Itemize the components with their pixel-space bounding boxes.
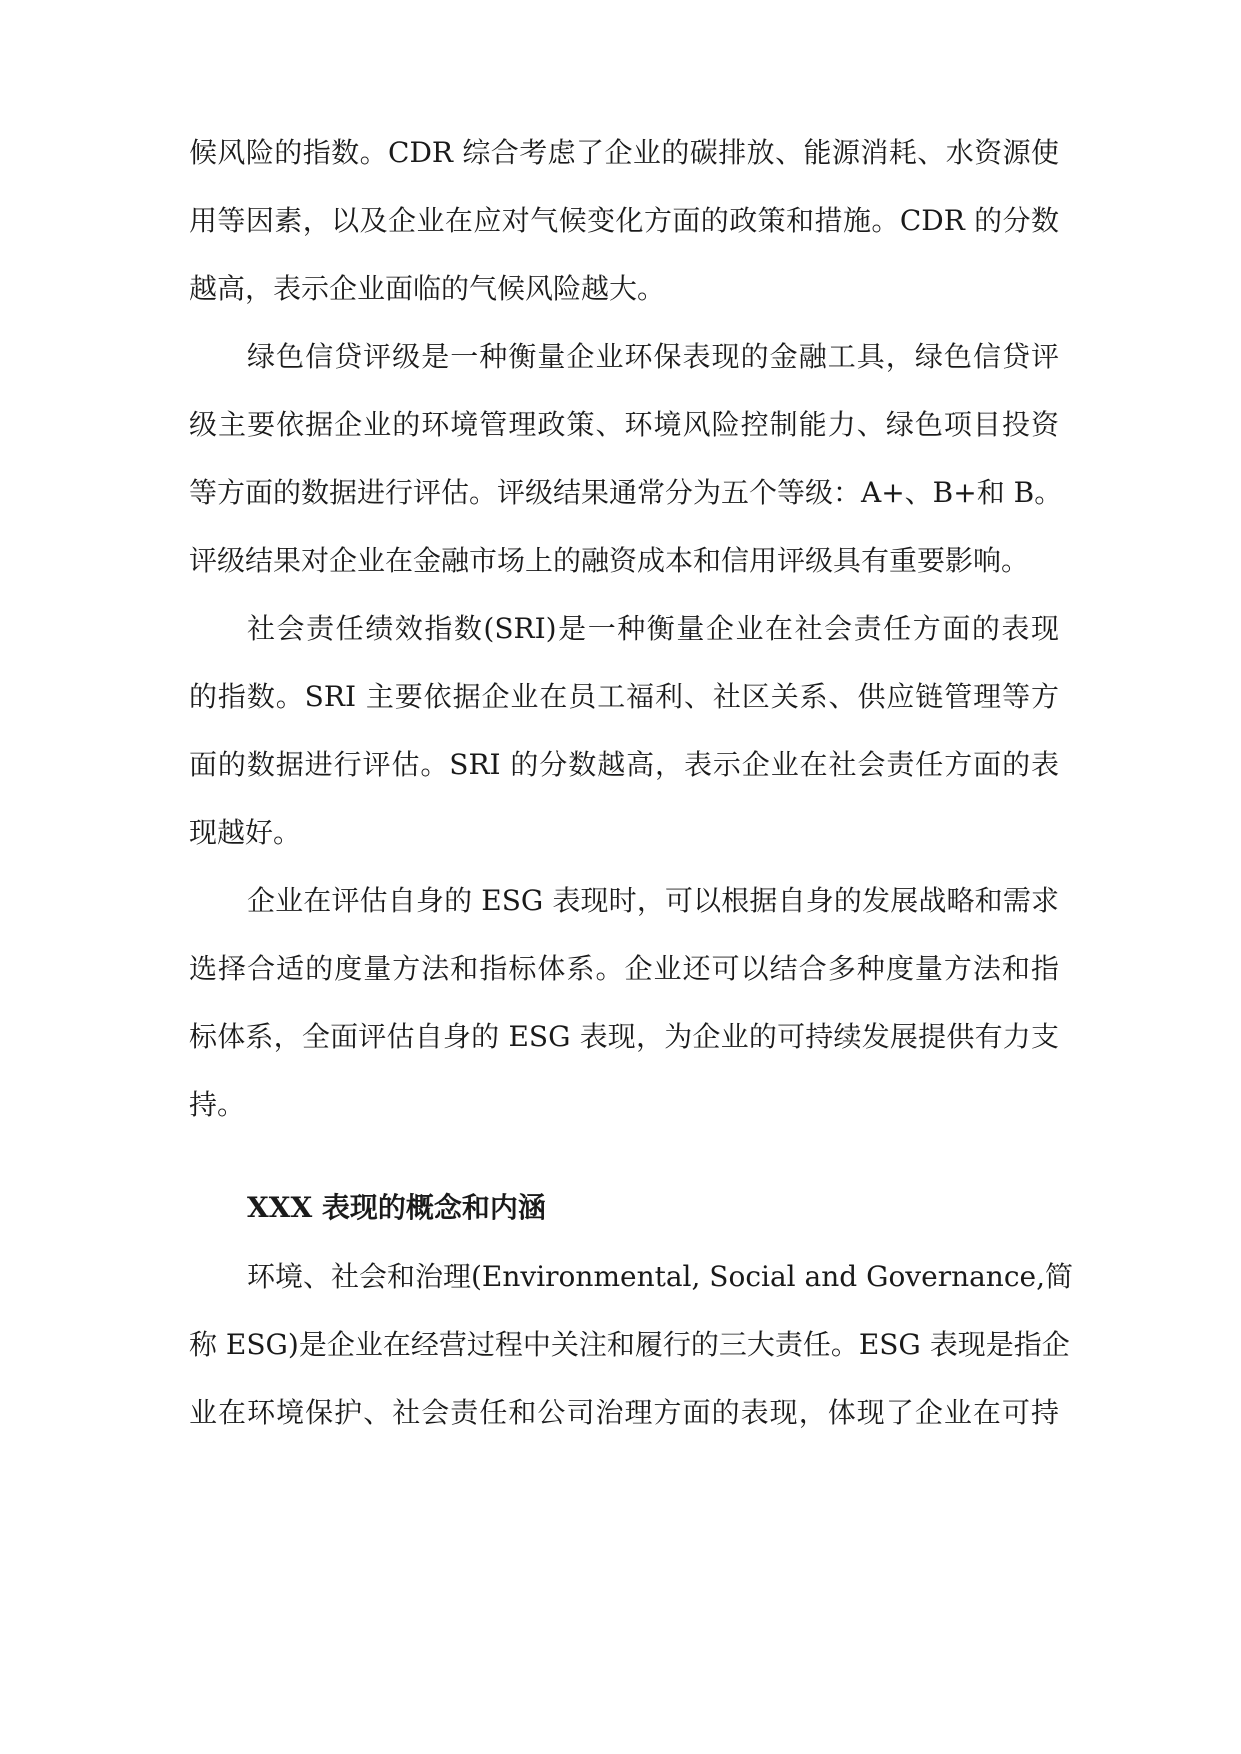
paragraph-4-line-4: 持。 [189, 1088, 246, 1121]
paragraph-5-line-2: 称 ESG)是企业在经营过程中关注和履行的三大责任。ESG 表现是指企 [189, 1328, 1070, 1361]
paragraph-5-line-3: 业在环境保护、社会责任和公司治理方面的表现，体现了企业在可持 [189, 1396, 1059, 1429]
paragraph-3-line-4: 现越好。 [189, 816, 302, 849]
paragraph-4-line-1: 企业在评估自身的 ESG 表现时，可以根据自身的发展战略和需求 [247, 884, 1059, 917]
paragraph-1-line-2: 用等因素，以及企业在应对气候变化方面的政策和措施。CDR 的分数 [189, 204, 1059, 237]
paragraph-2-line-2: 级主要依据企业的环境管理政策、环境风险控制能力、绿色项目投资 [189, 408, 1059, 441]
paragraph-2-line-4: 评级结果对企业在金融市场上的融资成本和信用评级具有重要影响。 [189, 544, 1030, 577]
paragraph-3-line-2: 的指数。SRI 主要依据企业在员工福利、社区关系、供应链管理等方 [189, 680, 1059, 713]
paragraph-3-line-1: 社会责任绩效指数(SRI)是一种衡量企业在社会责任方面的表现 [247, 612, 1059, 645]
section-heading: XXX 表现的概念和内涵 [247, 1191, 546, 1224]
paragraph-1-line-3: 越高，表示企业面临的气候风险越大。 [189, 272, 666, 305]
paragraph-4-line-3: 标体系，全面评估自身的 ESG 表现，为企业的可持续发展提供有力支 [189, 1020, 1059, 1053]
paragraph-5-line-1: 环境、社会和治理(Environmental, Social and Governance,简 [247, 1260, 1073, 1293]
paragraph-1-line-1: 候风险的指数。CDR 综合考虑了企业的碳排放、能源消耗、水资源使 [189, 136, 1059, 169]
paragraph-2-line-3: 等方面的数据进行评估。评级结果通常分为五个等级：A+、B+和 B。 [189, 476, 1063, 509]
paragraph-4-line-2: 选择合适的度量方法和指标体系。企业还可以结合多种度量方法和指 [189, 952, 1059, 985]
paragraph-2-line-1: 绿色信贷评级是一种衡量企业环保表现的金融工具，绿色信贷评 [247, 340, 1059, 373]
paragraph-3-line-3: 面的数据进行评估。SRI 的分数越高，表示企业在社会责任方面的表 [189, 748, 1059, 781]
